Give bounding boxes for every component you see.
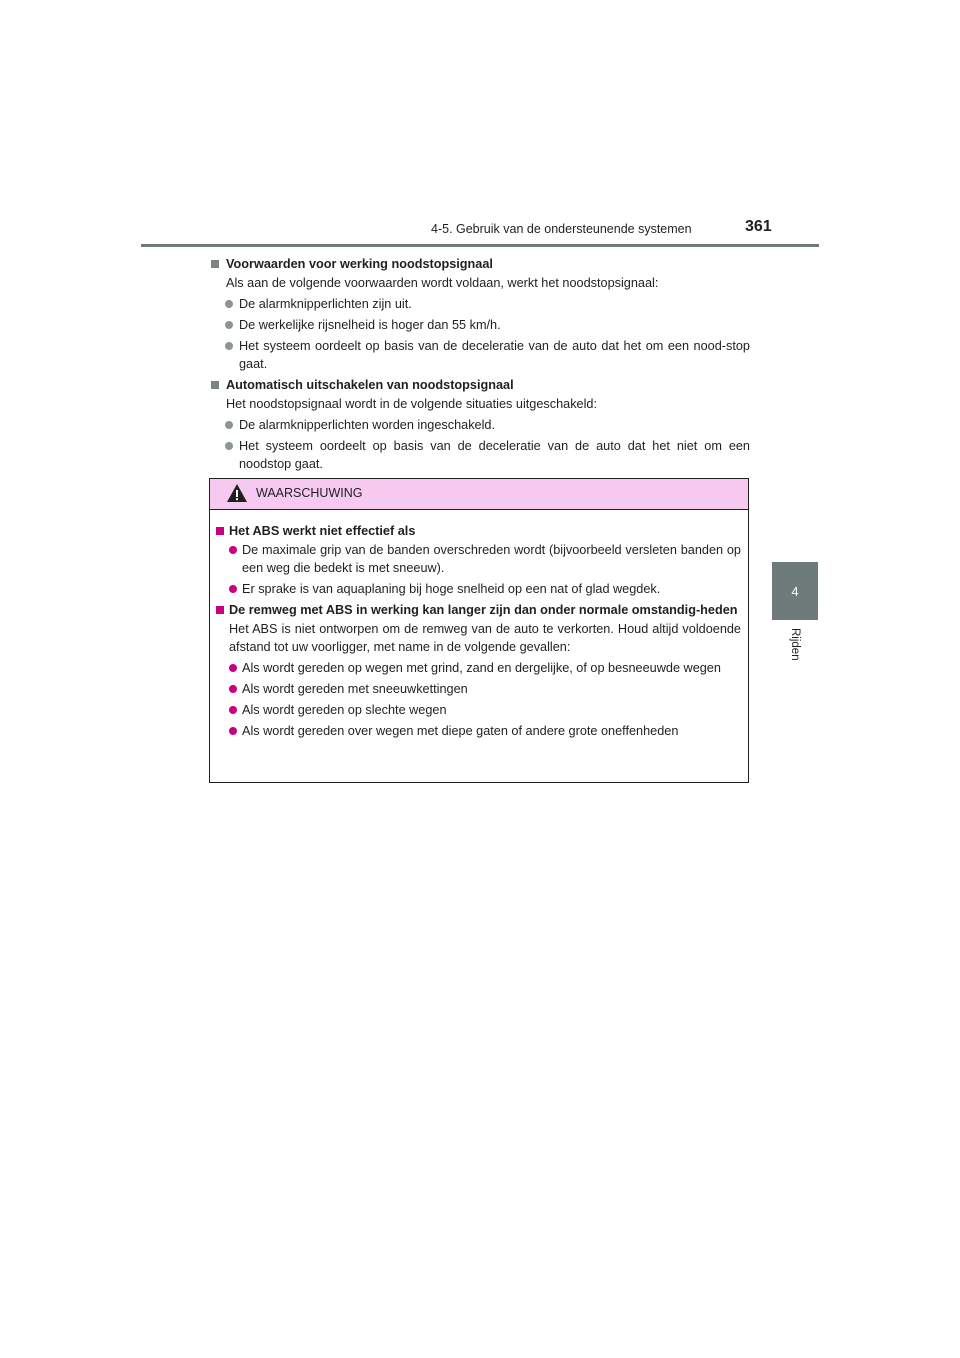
chapter-label: Rijden <box>789 628 801 661</box>
section-heading <box>210 255 750 273</box>
section-heading-text: Automatisch uitschakelen van noodstopsignaal <box>226 378 514 392</box>
round-bullet-icon <box>225 342 233 350</box>
list-item-text: Het systeem oordeelt op basis van de deceleratie van de auto dat het niet om een noodstop gaat. <box>239 439 750 471</box>
page-number: 361 <box>745 218 772 235</box>
round-bullet-icon <box>225 321 233 329</box>
section-intro: Als aan de volgende voorwaarden wordt voldaan, werkt het noodstopsignaal: <box>226 276 659 290</box>
list-item-text: Als wordt gereden op slechte wegen <box>242 703 447 717</box>
round-bullet-icon <box>229 546 237 554</box>
square-bullet-icon <box>216 606 224 614</box>
list-item <box>216 722 741 740</box>
warning-heading <box>216 522 741 540</box>
list-item <box>210 337 750 373</box>
section-title: 4-5. Gebruik van de ondersteunende systemen <box>431 222 692 236</box>
warning-title: WAARSCHUWING <box>256 486 363 500</box>
square-bullet-icon <box>211 381 219 389</box>
list-item <box>216 680 741 698</box>
header-divider <box>141 244 819 247</box>
list-item <box>216 701 741 719</box>
warning-intro: Het ABS is niet ontworpen om de remweg van de auto te verkorten. Houd altijd voldoende afstand tot uw voorligger, met name in de volgende gevallen: <box>229 622 741 654</box>
section-intro: Het noodstopsignaal wordt in de volgende situaties uitgeschakeld: <box>226 397 597 411</box>
round-bullet-icon <box>229 664 237 672</box>
round-bullet-icon <box>229 685 237 693</box>
chapter-number: 4 <box>791 583 799 599</box>
list-item <box>216 659 741 677</box>
list-item <box>216 580 741 598</box>
round-bullet-icon <box>225 421 233 429</box>
list-item <box>210 437 750 473</box>
warning-box <box>209 478 749 783</box>
list-item-text: Als wordt gereden over wegen met diepe gaten of andere grote oneffenheden <box>242 724 679 738</box>
list-item-text: De maximale grip van de banden overschreden wordt (bijvoorbeeld versleten banden op een weg die bedekt is met sneeuw). <box>242 543 741 575</box>
list-item <box>216 541 741 577</box>
list-item <box>210 295 750 313</box>
round-bullet-icon <box>225 442 233 450</box>
chapter-tab <box>772 562 818 620</box>
warning-triangle-icon <box>226 483 248 503</box>
round-bullet-icon <box>229 706 237 714</box>
square-bullet-icon <box>211 260 219 268</box>
list-item-text: De alarmknipperlichten zijn uit. <box>239 297 412 311</box>
list-item-text: Er sprake is van aquaplaning bij hoge snelheid op een nat of glad wegdek. <box>242 582 661 596</box>
square-bullet-icon <box>216 527 224 535</box>
list-item <box>210 316 750 334</box>
round-bullet-icon <box>225 300 233 308</box>
section-heading-text: Voorwaarden voor werking noodstopsignaal <box>226 257 493 271</box>
round-bullet-icon <box>229 727 237 735</box>
chapter-label-wrapper <box>788 628 802 678</box>
list-item <box>210 416 750 434</box>
warning-heading-text: De remweg met ABS in werking kan langer zijn dan onder normale omstandig-heden <box>229 603 738 617</box>
list-item-text: De alarmknipperlichten worden ingeschakeld. <box>239 418 496 432</box>
warning-body <box>210 510 748 740</box>
list-item-text: Als wordt gereden op wegen met grind, zand en dergelijke, of op besneeuwde wegen <box>242 661 721 675</box>
list-item-text: De werkelijke rijsnelheid is hoger dan 55 km/h. <box>239 318 501 332</box>
warning-heading <box>216 601 741 619</box>
round-bullet-icon <box>229 585 237 593</box>
warning-heading-text: Het ABS werkt niet effectief als <box>229 524 416 538</box>
warning-header <box>210 479 748 510</box>
section-heading <box>210 376 750 394</box>
list-item-text: Als wordt gereden met sneeuwkettingen <box>242 682 468 696</box>
list-item-text: Het systeem oordeelt op basis van de deceleratie van de auto dat het om een nood-stop gaat. <box>239 339 750 371</box>
main-content <box>210 255 750 476</box>
